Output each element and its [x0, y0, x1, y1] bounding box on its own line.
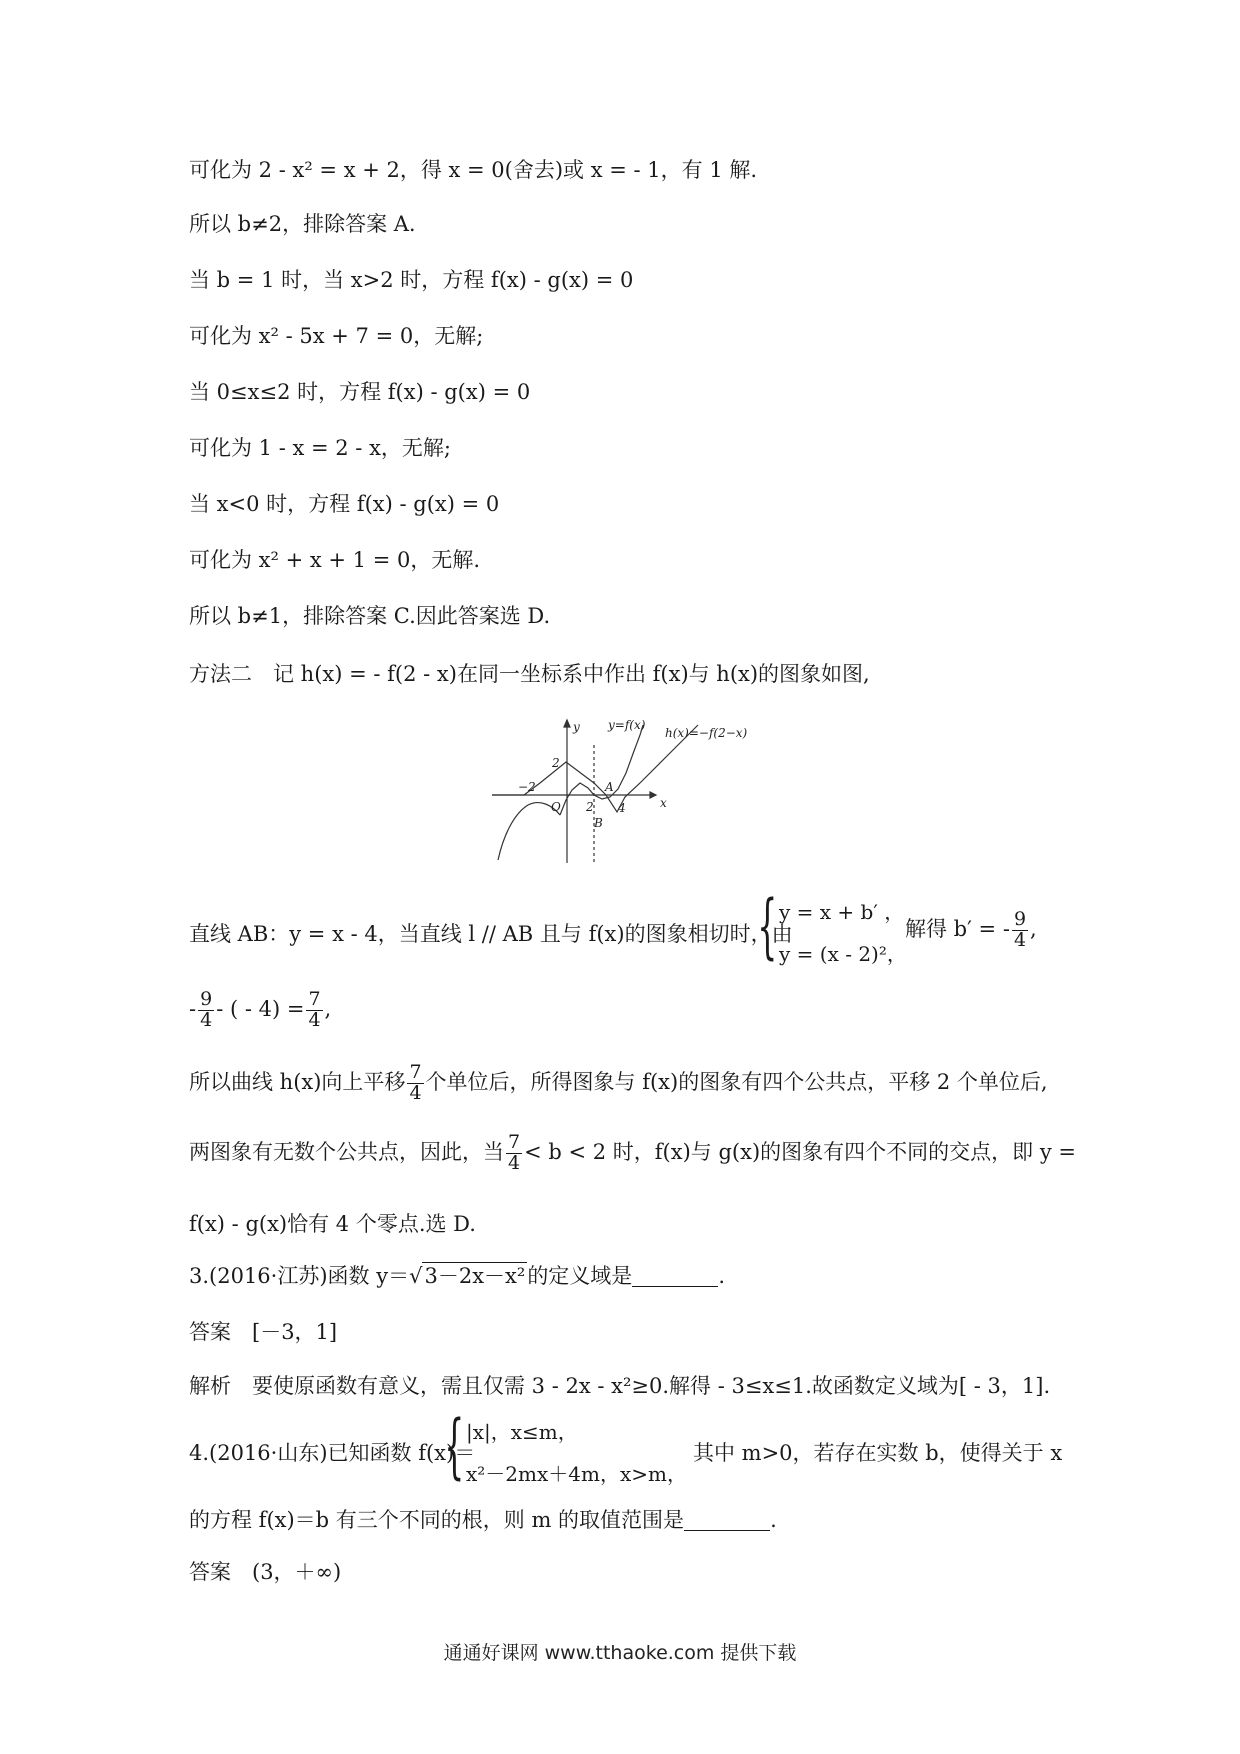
label-origin: O [551, 800, 561, 814]
ab-tail: , [1030, 916, 1037, 941]
shift-frac-num: 7 [409, 1061, 422, 1083]
answer-3: 答案 [－3，1] [189, 1320, 338, 1344]
inter-frac-den: 4 [508, 1151, 521, 1174]
ab-fraction [1012, 910, 1028, 951]
label-y: y [573, 720, 580, 734]
text-line-8: 可化为 x² + x + 1 = 0，无解. [189, 548, 481, 572]
calc-fraction-1 [198, 990, 214, 1031]
answer-4: 答案 (3，＋∞) [189, 1560, 342, 1584]
function-graph [490, 715, 760, 865]
ab-case-2: y = (x - 2)²， [779, 942, 907, 966]
q4-brace: { [444, 1405, 465, 1487]
q4-case-1: |x|，x≤m， [466, 1420, 578, 1444]
ab-system [753, 885, 907, 968]
label-neg2: −2 [518, 780, 536, 794]
question-3 [189, 1266, 725, 1287]
label-hx: h(x)=−f(2−x) [665, 726, 748, 740]
q4-case-2: x²－2mx＋4m，x>m， [466, 1462, 687, 1486]
text-line-4: 可化为 x² - 5x + 7 = 0，无解; [189, 324, 484, 348]
q3-end: . [718, 1264, 725, 1288]
q4-suffix: 其中 m>0，若存在实数 b，使得关于 x [693, 1441, 1063, 1465]
shift-part1: 所以曲线 h(x)向上平移 [189, 1069, 406, 1094]
q4-line2-end: . [770, 1508, 777, 1532]
ab-frac-den: 4 [1013, 928, 1027, 951]
q4-blank [684, 1512, 770, 1531]
label-A: A [605, 780, 614, 794]
text-line-3: 当 b = 1 时，当 x>2 时，方程 f(x) - g(x) = 0 [189, 268, 634, 292]
q4-prefix: 4.(2016·山东)已知函数 f(x)＝ [189, 1441, 476, 1465]
x-axis-arrow [650, 792, 656, 798]
inter-line [189, 1133, 1076, 1174]
ab-case-1: y = x + b′ ， [779, 900, 905, 924]
q3-radicand: 3－2x－x² [424, 1264, 526, 1288]
text-line-5: 当 0≤x≤2 时，方程 f(x) - g(x) = 0 [189, 380, 531, 404]
shift-fraction [407, 1063, 423, 1104]
calc-f2-den: 4 [308, 1008, 321, 1031]
inter-part2: < b < 2 时，f(x)与 g(x)的图象有四个不同的交点，即 y = [524, 1139, 1076, 1164]
text-line-7: 当 x<0 时，方程 f(x) - g(x) = 0 [189, 492, 500, 516]
text-line-10: 方法二 记 h(x) = - f(2 - x)在同一坐标系中作出 f(x)与 h(x)的图象如图, [189, 662, 870, 686]
text-line-2: 所以 b≠2，排除答案 A. [189, 212, 416, 236]
calc-line [189, 990, 331, 1031]
zero-line: f(x) - g(x)恰有 4 个零点.选 D. [189, 1212, 476, 1236]
calc-lead: - [189, 996, 197, 1021]
calc-mid: - ( - 4) = [216, 996, 305, 1021]
label-4: 4 [618, 801, 626, 815]
ab-frac-num: 9 [1013, 908, 1027, 930]
analysis-3: 解析 要使原函数有意义，需且仅需 3 - 2x - x²≥0.解得 - 3≤x≤1.故函数定义域为[ - 3，1]. [189, 1374, 1051, 1398]
label-B: B [594, 816, 603, 830]
inter-fraction [506, 1133, 522, 1174]
calc-fraction-2 [306, 990, 322, 1031]
calc-tail: , [324, 996, 332, 1021]
q3-sqrt: √3－2x－x² [409, 1264, 526, 1288]
label-x: x [660, 796, 667, 810]
q3-suffix: 的定义域是 [527, 1264, 633, 1288]
shift-part2: 个单位后，所得图象与 f(x)的图象有四个公共点，平移 2 个单位后, [425, 1069, 1048, 1094]
fx-curve [560, 725, 643, 815]
label-2-top: 2 [552, 756, 560, 770]
calc-f1-num: 9 [200, 988, 213, 1010]
inter-part1: 两图象有无数个公共点，因此，当 [189, 1139, 504, 1164]
text-line-1: 可化为 2 - x² = x + 2，得 x = 0(舍去)或 x = - 1，有 1 解. [189, 158, 758, 182]
q3-prefix: 3.(2016·江苏)函数 y＝ [189, 1264, 410, 1288]
q4-system [440, 1405, 687, 1488]
q3-blank [632, 1268, 718, 1287]
text-line-9: 所以 b≠1，排除答案 C.因此答案选 D. [189, 604, 551, 628]
ab-line-prefix: 直线 AB：y = x - 4，当直线 l // AB 且与 f(x)的图象相切时，由 [189, 922, 793, 946]
ab-solve [905, 910, 1037, 951]
ab-solve-text: 解得 b′ = - [905, 916, 1010, 941]
calc-f2-num: 7 [308, 988, 321, 1010]
q4-line-2 [189, 1510, 777, 1531]
shift-line [189, 1063, 1048, 1104]
shift-frac-den: 4 [409, 1081, 422, 1104]
ab-brace: { [757, 885, 778, 967]
inter-frac-num: 7 [508, 1131, 521, 1153]
label-2-axis: 2 [586, 800, 594, 814]
q4-line2-text: 的方程 f(x)＝b 有三个不同的根，则 m 的取值范围是 [189, 1508, 685, 1532]
page-footer: 通通好课网 www.tthaoke.com 提供下载 [443, 1642, 797, 1664]
y-axis-arrow [564, 720, 570, 727]
calc-f1-den: 4 [200, 1008, 213, 1031]
label-fx: y=f(x) [608, 718, 646, 732]
text-line-6: 可化为 1 - x = 2 - x，无解; [189, 436, 451, 460]
